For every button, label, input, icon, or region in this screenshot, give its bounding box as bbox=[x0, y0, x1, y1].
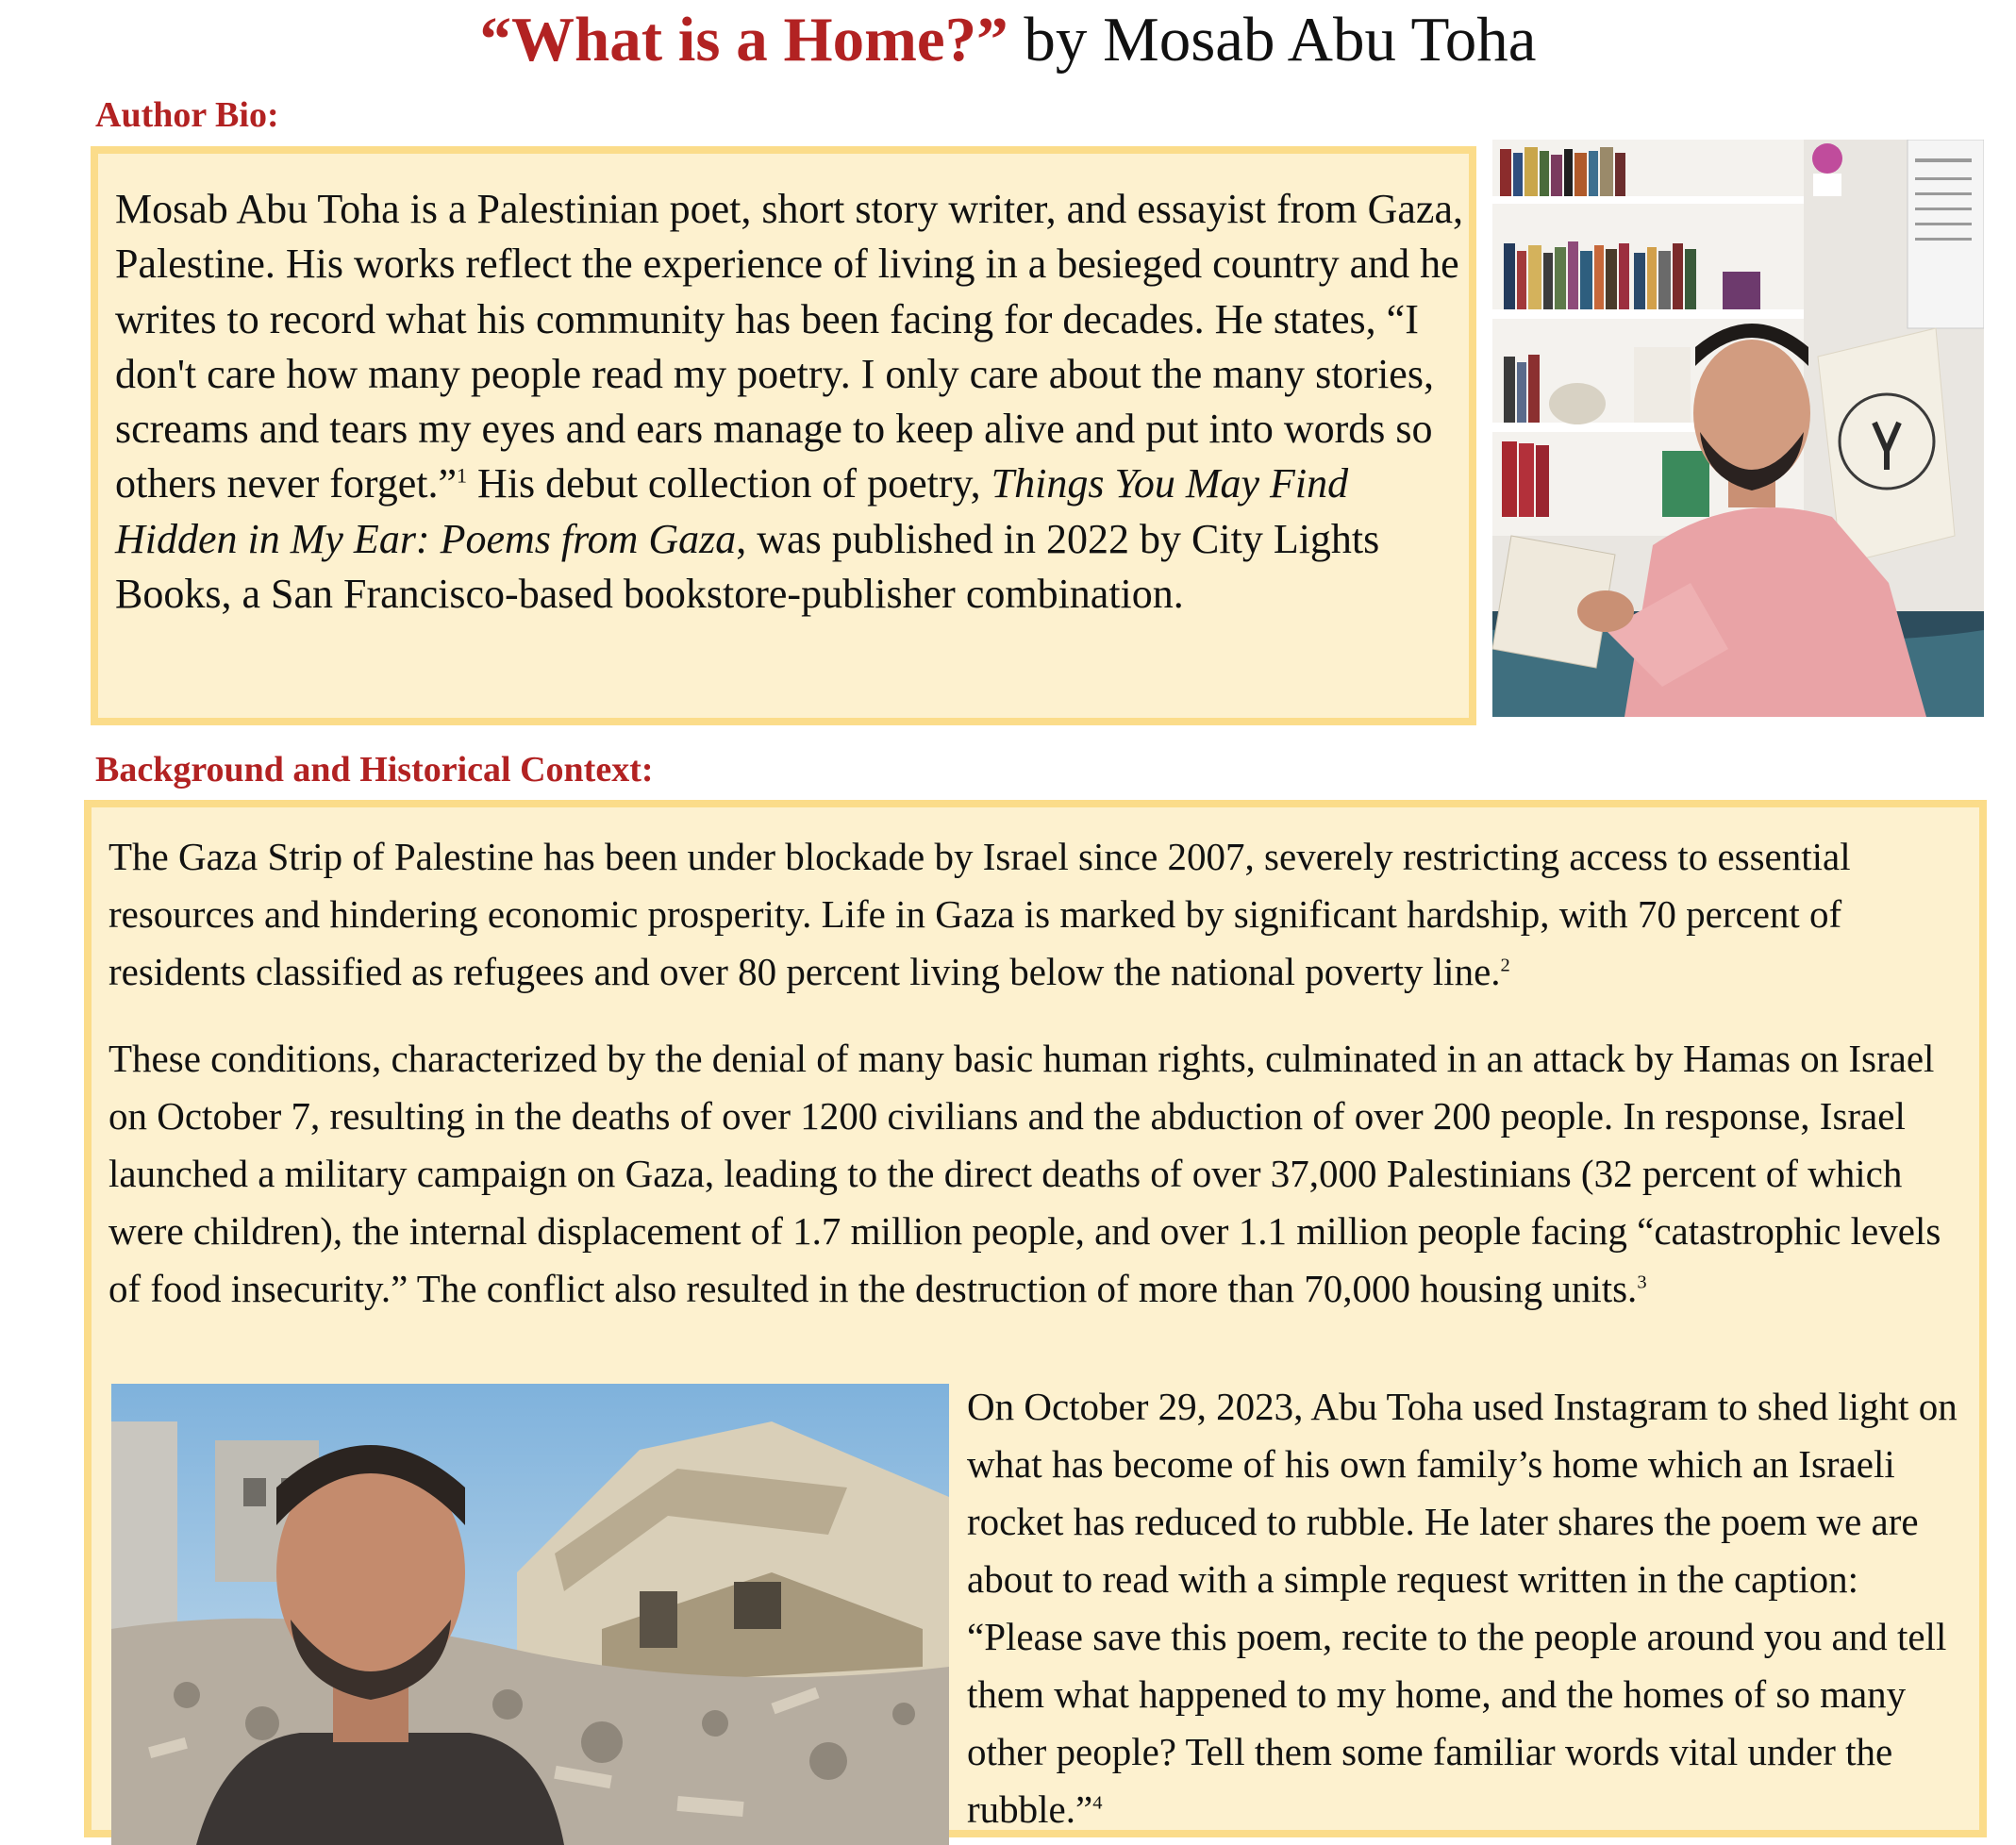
footnote-marker-3: 3 bbox=[1637, 1272, 1647, 1293]
context-paragraph-2 bbox=[108, 1030, 1972, 1318]
footnote-marker-4: 4 bbox=[1092, 1792, 1103, 1814]
footnote-marker-1: 1 bbox=[457, 463, 468, 488]
rubble-selfie-photo bbox=[111, 1384, 949, 1845]
author-bio-text bbox=[115, 182, 1474, 622]
bio-text-part-3: , was published in 2022 by City Lights Books, a San Francisco-based bookstore-publisher combination. bbox=[115, 515, 1380, 618]
background-context-heading: Background and Historical Context: bbox=[95, 750, 654, 790]
context-paragraph-3-text: On October 29, 2023, Abu Toha used Instagram to shed light on what has become of his own family’s home which an Israeli rocket has reduced to rubble. He later shares the poem we are about to read with a simple request written in the caption: “Please save this poem, recite to the people around you and tell them what happened to my home, and the homes of so many other people? Tell them some familiar words vital under the rubble.” bbox=[967, 1385, 1958, 1831]
background-context-panel bbox=[84, 800, 1987, 1837]
author-byline: by Mosab Abu Toha bbox=[1008, 5, 1537, 75]
author-bio-heading: Author Bio: bbox=[95, 95, 279, 135]
bio-text-part-2: His debut collection of poetry, bbox=[467, 460, 991, 507]
context-text-top bbox=[108, 828, 1972, 1318]
book-title: Things You May Find Hidden in My Ear: Poems from Gaza bbox=[115, 460, 1349, 562]
poem-title: “What is a Home?” bbox=[479, 5, 1008, 75]
context-paragraph-2-text: These conditions, characterized by the denial of many basic human rights, culminated in an attack by Hamas on Israel on October 7, resulting in the deaths of over 1200 civilians and the abduction of over 200 people. In response, Israel launched a military campaign on Gaza, leading to the direct deaths of over 37,000 Palestinians (32 percent of which were children), the internal displacement of 1.7 million people, and over 1.1 million people facing “catastrophic levels of food insecurity.” The conflict also resulted in the destruction of more than 70,000 housing units. bbox=[108, 1037, 1941, 1310]
context-paragraph-1 bbox=[108, 828, 1972, 1001]
author-bio-panel bbox=[91, 146, 1476, 725]
context-paragraph-1-text: The Gaza Strip of Palestine has been under blockade by Israel since 2007, severely restricting access to essential resources and hindering economic prosperity. Life in Gaza is marked by significant hardship, with 70 percent of residents classified as refugees and over 80 percent living below the national poverty line. bbox=[108, 835, 1851, 993]
footnote-marker-2: 2 bbox=[1500, 955, 1510, 976]
page-title bbox=[0, 2, 2016, 77]
bio-text-part-1: Mosab Abu Toha is a Palestinian poet, short story writer, and essayist from Gaza, Palestine. His works reflect the experience of living in a besieged country and he writes to record what his community has been facing for decades. He states, “I don't care how many people read my poetry. I only care about the many stories, screams and tears my eyes and ears manage to keep alive and put into words so others never forget.” bbox=[115, 186, 1463, 507]
context-paragraph-3 bbox=[967, 1378, 1958, 1838]
author-photo bbox=[1492, 140, 1984, 717]
